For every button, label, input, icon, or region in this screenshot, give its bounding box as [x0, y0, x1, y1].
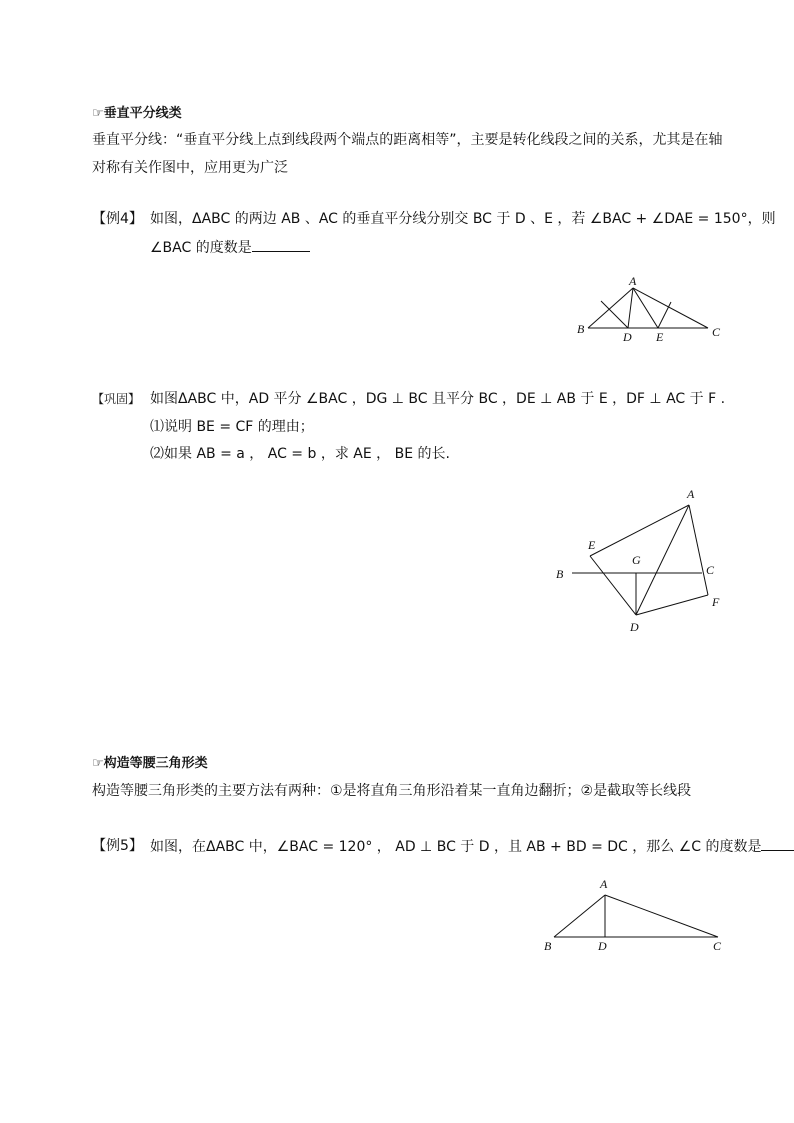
- section-description-line-1: 垂直平分线：“垂直平分线上点到线段两个端点的距离相等”，主要是转化线段之间的关系，尤其是在轴: [92, 132, 723, 148]
- segment-ea: [590, 505, 689, 556]
- example-5-tag: 【例5】: [92, 838, 143, 854]
- point-label-g: G: [632, 553, 641, 567]
- example-5-question-text: 如图，在ΔABC 中，∠BAC = 120° ， AD ⊥ BC 于 D ，且 AB + BD = DC ，那么 ∠C 的度数是: [150, 839, 762, 855]
- example-4-figure: [570, 270, 730, 350]
- consolidate-tag: 【巩固】: [92, 392, 141, 406]
- segment-af: [689, 505, 708, 595]
- example-4-question-text: ∠BAC 的度数是: [150, 240, 252, 256]
- bisector-ac: [658, 302, 671, 328]
- point-label-e: E: [656, 330, 664, 344]
- segment-ac: [633, 288, 708, 328]
- section-title-isosceles-construction: ☞构造等腰三角形类: [92, 756, 208, 771]
- point-label-f: F: [712, 595, 720, 609]
- example-5-figure: [540, 872, 730, 957]
- point-label-d: D: [630, 620, 639, 634]
- point-label-a: A: [687, 487, 695, 501]
- segment-ab: [588, 288, 633, 328]
- segment-ab: [554, 895, 605, 937]
- consolidate-question-2: ⑵如果 AB = a ， AC = b ，求 AE ， BE 的长.: [150, 446, 450, 462]
- answer-blank: [761, 836, 794, 851]
- point-label-c: C: [706, 563, 715, 577]
- point-label-b: B: [577, 322, 585, 336]
- section-description-line-2: 对称有关作图中，应用更为广泛: [92, 160, 288, 176]
- consolidate-figure: [548, 480, 738, 640]
- point-label-c: C: [712, 325, 721, 339]
- example-5-line-1: [150, 836, 794, 857]
- consolidate-question-1: ⑴说明 BE = CF 的理由；: [150, 419, 314, 435]
- segment-ad: [628, 288, 633, 328]
- point-label-d: D: [623, 330, 632, 344]
- segment-ed: [590, 556, 636, 615]
- section-2-description: 构造等腰三角形类的主要方法有两种：①是将直角三角形沿着某一直角边翻折；②是截取等长线段: [92, 783, 692, 799]
- example-4-tag: 【例4】: [92, 211, 143, 227]
- point-label-b: B: [544, 939, 552, 953]
- segment-ac: [605, 895, 718, 937]
- point-label-b: B: [556, 567, 564, 581]
- section-title-perpendicular-bisector: ☞垂直平分线类: [92, 106, 182, 121]
- segment-ae: [633, 288, 658, 328]
- point-label-c: C: [713, 939, 722, 953]
- point-label-a: A: [629, 274, 637, 288]
- answer-blank: [252, 237, 310, 252]
- consolidate-line-1: 如图ΔABC 中，AD 平分 ∠BAC ，DG ⊥ BC 且平分 BC ，DE ⊥ AB 于 E ，DF ⊥ AC 于 F .: [150, 391, 726, 407]
- point-label-e: E: [588, 538, 596, 552]
- segment-df: [636, 595, 708, 615]
- segment-ad: [636, 505, 689, 615]
- example-4-line-2: [150, 237, 310, 258]
- point-label-d: D: [598, 939, 607, 953]
- point-label-a: A: [600, 877, 608, 891]
- example-4-line-1: 如图，ΔABC 的两边 AB 、AC 的垂直平分线分别交 BC 于 D 、E ，若 ∠BAC + ∠DAE = 150°，则: [150, 211, 776, 227]
